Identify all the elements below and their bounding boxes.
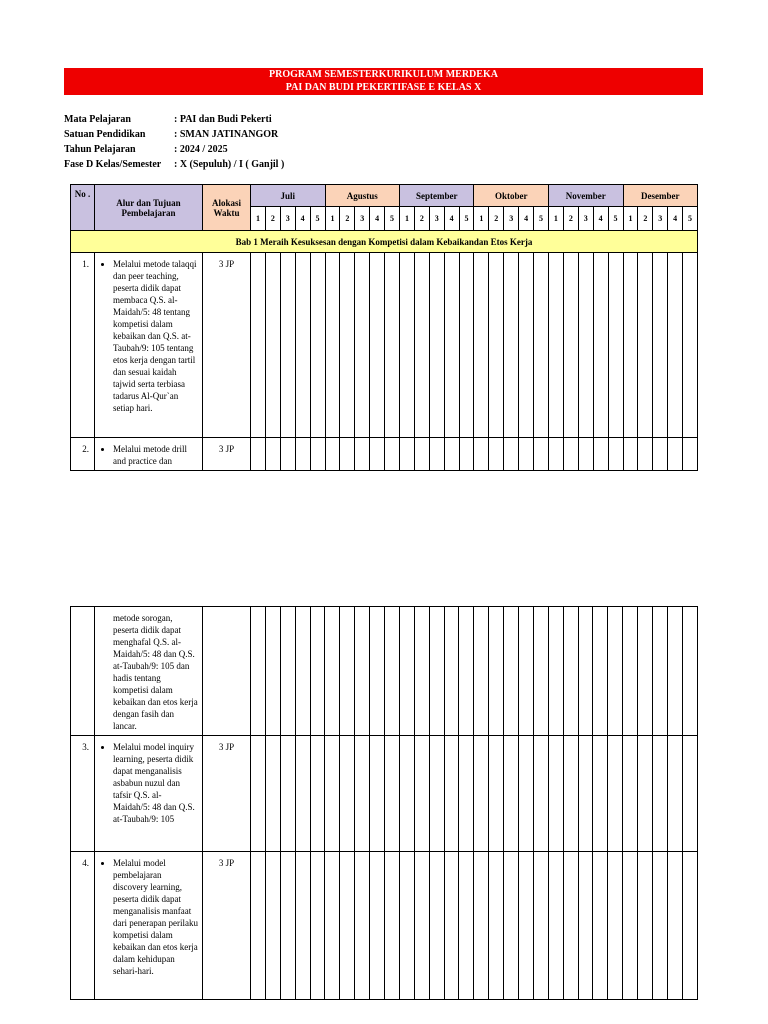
week-cell [280, 852, 295, 1000]
week-cell [593, 253, 608, 438]
week-cell [638, 736, 653, 852]
week-cell [385, 736, 400, 852]
week-cell [667, 852, 682, 1000]
week-cell [608, 736, 623, 852]
objective-text: metode sorogan, peserta didik dapat menghafal Q.S. al-Maidah/5: 48 dan Q.S. at-Taubah/9: 105 dan hadis tentang kompetisi dalam kebaikan dan etos kerja dengan fasih dan lancar. [113, 613, 198, 731]
week-header: 1 [325, 207, 340, 231]
week-cell [355, 852, 370, 1000]
week-cell [519, 852, 534, 1000]
week-header: 1 [474, 207, 489, 231]
week-header: 3 [653, 207, 668, 231]
row-alokasi: 3 JP [203, 736, 251, 852]
week-cell [340, 253, 355, 438]
month-header-oktober: Oktober [474, 185, 549, 207]
month-header-september: September [400, 185, 474, 207]
row-alokasi: 3 JP [203, 438, 251, 471]
week-cell [593, 607, 608, 736]
week-cell [414, 438, 429, 471]
week-cell [653, 607, 668, 736]
week-cell [459, 607, 474, 736]
week-cell [385, 852, 400, 1000]
week-header: 3 [280, 207, 295, 231]
week-cell [548, 253, 563, 438]
week-cell [459, 736, 474, 852]
week-cell [638, 438, 653, 471]
week-cell [623, 253, 638, 438]
week-cell [429, 736, 444, 852]
week-cell [578, 607, 593, 736]
week-cell [370, 607, 385, 736]
week-cell [265, 736, 280, 852]
row-alokasi: 3 JP [203, 852, 251, 1000]
week-header: 5 [385, 207, 400, 231]
month-header-desember: Desember [623, 185, 697, 207]
row-alokasi [203, 607, 251, 736]
week-cell [563, 852, 578, 1000]
week-cell [340, 438, 355, 471]
week-cell [653, 253, 668, 438]
week-cell [593, 438, 608, 471]
header-alokasi: Alokasi Waktu [203, 185, 251, 231]
week-cell [668, 253, 683, 438]
header-row-months [71, 185, 698, 207]
week-cell [474, 852, 489, 1000]
week-cell [608, 253, 623, 438]
week-cell [504, 736, 519, 852]
week-cell [563, 253, 578, 438]
row-objective [95, 852, 203, 1000]
info-block [64, 112, 284, 172]
week-header: 3 [578, 207, 593, 231]
info-label: Satuan Pendidikan [64, 129, 146, 140]
week-cell [548, 736, 563, 852]
week-cell [295, 736, 310, 852]
week-cell [340, 736, 355, 852]
week-cell [459, 852, 474, 1000]
week-cell [355, 736, 370, 852]
week-header: 4 [370, 207, 385, 231]
week-header: 5 [310, 207, 325, 231]
week-cell [251, 438, 266, 471]
week-cell [399, 852, 414, 1000]
week-cell [519, 607, 534, 736]
week-cell [444, 736, 459, 852]
week-header: 3 [429, 207, 444, 231]
month-header-agustus: Agustus [325, 185, 400, 207]
week-cell [325, 607, 340, 736]
week-header: 2 [340, 207, 355, 231]
week-cell [608, 438, 623, 471]
week-cell [667, 736, 682, 852]
week-cell [385, 607, 400, 736]
week-cell [474, 607, 489, 736]
week-cell [310, 253, 325, 438]
week-cell [399, 736, 414, 852]
week-cell [563, 438, 578, 471]
week-cell [682, 607, 697, 736]
info-value: : SMAN JATINANGOR [174, 129, 279, 140]
week-cell [355, 253, 370, 438]
week-header: 1 [400, 207, 415, 231]
week-cell [667, 607, 682, 736]
row-objective [95, 736, 203, 852]
week-header: 4 [295, 207, 310, 231]
objective-text: • Melalui model pembelajaran discovery learning, peserta didik dapat menganalisis manfaat dari penerapan perilaku kompetisi dalam kebaikan dan etos kerja dalam kehidupan sehari-hari. [113, 857, 198, 977]
week-cell [414, 253, 429, 438]
objective-text: • Melalui metode drill and practice dan [113, 443, 198, 467]
week-cell [325, 736, 340, 852]
week-cell [251, 852, 266, 1000]
week-header: 5 [608, 207, 623, 231]
week-header: 4 [444, 207, 459, 231]
info-row-fase [64, 157, 284, 172]
week-cell [534, 438, 549, 471]
month-header-juli: Juli [251, 185, 326, 207]
schedule-table-page-2 [70, 606, 698, 1000]
week-header: 4 [668, 207, 683, 231]
week-cell [295, 253, 310, 438]
week-cell [653, 438, 668, 471]
bab-title: Bab 1 Meraih Kesuksesan dengan Kompetisi dalam Kebaikandan Etos Kerja [71, 231, 698, 253]
table-row [71, 852, 698, 1000]
table-row [71, 736, 698, 852]
table-row [71, 253, 698, 438]
week-cell [519, 253, 534, 438]
week-header: 1 [548, 207, 563, 231]
week-cell [489, 607, 504, 736]
table-row [71, 607, 698, 736]
week-cell [265, 438, 280, 471]
week-cell [459, 253, 474, 438]
info-row-satuan [64, 127, 284, 142]
week-cell [638, 852, 653, 1000]
week-cell [280, 253, 295, 438]
week-header: 3 [504, 207, 519, 231]
row-alokasi: 3 JP [203, 253, 251, 438]
week-cell [400, 438, 415, 471]
info-label: Fase D Kelas/Semester [64, 159, 162, 170]
week-cell [683, 438, 698, 471]
week-cell [370, 253, 385, 438]
info-value: : 2024 / 2025 [174, 144, 228, 155]
week-cell [310, 852, 325, 1000]
week-header: 3 [355, 207, 370, 231]
week-header: 2 [638, 207, 653, 231]
week-cell [325, 253, 340, 438]
header-no: No . [71, 185, 95, 231]
week-cell [251, 736, 266, 852]
week-cell [265, 253, 280, 438]
week-cell [474, 736, 489, 852]
week-cell [563, 736, 578, 852]
week-cell [385, 253, 400, 438]
week-cell [280, 438, 295, 471]
info-label: Tahun Pelajaran [64, 144, 136, 155]
row-number: 3. [71, 736, 95, 852]
week-cell [414, 736, 429, 852]
week-cell [504, 852, 519, 1000]
week-cell [251, 253, 266, 438]
week-cell [653, 852, 668, 1000]
week-cell [638, 253, 653, 438]
row-objective [95, 607, 203, 736]
week-cell [400, 253, 415, 438]
week-cell [340, 607, 355, 736]
week-cell [578, 253, 593, 438]
table-row [71, 438, 698, 471]
week-cell [548, 438, 563, 471]
info-label: Mata Pelajaran [64, 114, 131, 125]
week-header: 1 [623, 207, 638, 231]
week-cell [504, 253, 519, 438]
week-header: 5 [683, 207, 698, 231]
row-number [71, 607, 95, 736]
week-cell [340, 852, 355, 1000]
objective-text: • Melalui model inquiry learning, peserta didik dapat menganalisis asbabun nuzul dan tafsir Q.S. al-Maidah/5: 48 dan Q.S. at-Taubah/9: 105 [113, 741, 198, 825]
week-cell [623, 438, 638, 471]
week-cell [682, 852, 697, 1000]
week-cell [533, 852, 548, 1000]
week-cell [295, 607, 310, 736]
week-cell [578, 736, 593, 852]
week-cell [682, 736, 697, 852]
week-header: 2 [265, 207, 280, 231]
week-cell [414, 607, 429, 736]
week-header: 5 [459, 207, 474, 231]
title-line-1: PROGRAM SEMESTERKURIKULUM MERDEKA [269, 69, 498, 80]
header-alur: Alur dan Tujuan Pembelajaran [95, 185, 203, 231]
week-cell [444, 438, 459, 471]
week-cell [399, 607, 414, 736]
week-cell [355, 607, 370, 736]
week-cell [533, 736, 548, 852]
week-cell [474, 253, 489, 438]
week-cell [310, 736, 325, 852]
info-value: : PAI dan Budi Pekerti [174, 114, 272, 125]
week-header: 1 [251, 207, 266, 231]
week-header: 2 [414, 207, 429, 231]
week-cell [653, 736, 668, 852]
week-cell [519, 438, 534, 471]
week-cell [280, 607, 295, 736]
week-cell [668, 438, 683, 471]
row-number: 2. [71, 438, 95, 471]
week-cell [429, 852, 444, 1000]
week-header: 2 [563, 207, 578, 231]
week-cell [504, 607, 519, 736]
row-objective [95, 253, 203, 438]
row-number: 4. [71, 852, 95, 1000]
week-cell [474, 438, 489, 471]
week-cell [444, 852, 459, 1000]
week-cell [504, 438, 519, 471]
week-cell [295, 438, 310, 471]
week-cell [623, 736, 638, 852]
week-cell [251, 607, 266, 736]
week-cell [563, 607, 578, 736]
bab-row [71, 231, 698, 253]
objective-text: • Melalui metode talaqqi dan peer teaching, peserta didik dapat membaca Q.S. al-Maidah/5: 48 tentang kompetisi dalam kebaikan dan Q.S. at- Taubah/9: 105 tentang etos kerja dengan tartil dan sesuai kaidah tajwid serta terbiasa tadarus Al-Qur`an setiap hari. [113, 258, 198, 414]
week-header: 5 [534, 207, 549, 231]
week-cell [608, 852, 623, 1000]
week-cell [370, 852, 385, 1000]
week-cell [414, 852, 429, 1000]
week-cell [429, 253, 444, 438]
week-cell [683, 253, 698, 438]
month-header-november: November [548, 185, 623, 207]
week-header: 4 [519, 207, 534, 231]
week-cell [623, 852, 638, 1000]
row-objective [95, 438, 203, 471]
info-row-mapel [64, 112, 284, 127]
week-cell [534, 253, 549, 438]
week-cell [548, 852, 563, 1000]
week-cell [370, 438, 385, 471]
week-cell [593, 736, 608, 852]
week-cell [593, 852, 608, 1000]
info-value: : X (Sepuluh) / I ( Ganjil ) [174, 159, 285, 170]
week-cell [459, 438, 474, 471]
week-cell [623, 607, 638, 736]
week-cell [489, 253, 504, 438]
week-cell [608, 607, 623, 736]
week-header: 4 [593, 207, 608, 231]
week-cell [519, 736, 534, 852]
info-row-tahun [64, 142, 284, 157]
week-cell [280, 736, 295, 852]
week-cell [444, 607, 459, 736]
title-line-2: PAI DAN BUDI PEKERTIFASE E KELAS X [285, 82, 482, 93]
week-cell [310, 607, 325, 736]
week-cell [265, 852, 280, 1000]
week-cell [325, 438, 340, 471]
week-cell [638, 607, 653, 736]
week-cell [325, 852, 340, 1000]
week-cell [429, 607, 444, 736]
week-cell [310, 438, 325, 471]
week-cell [370, 736, 385, 852]
row-number: 1. [71, 253, 95, 438]
week-cell [489, 852, 504, 1000]
week-cell [444, 253, 459, 438]
schedule-table-page-1 [70, 184, 698, 471]
week-cell [295, 852, 310, 1000]
week-cell [548, 607, 563, 736]
week-cell [355, 438, 370, 471]
week-header: 2 [489, 207, 504, 231]
week-cell [489, 736, 504, 852]
week-cell [489, 438, 504, 471]
week-cell [385, 438, 400, 471]
week-cell [578, 438, 593, 471]
week-cell [429, 438, 444, 471]
week-cell [533, 607, 548, 736]
week-cell [265, 607, 280, 736]
document-title [64, 68, 703, 95]
week-cell [578, 852, 593, 1000]
